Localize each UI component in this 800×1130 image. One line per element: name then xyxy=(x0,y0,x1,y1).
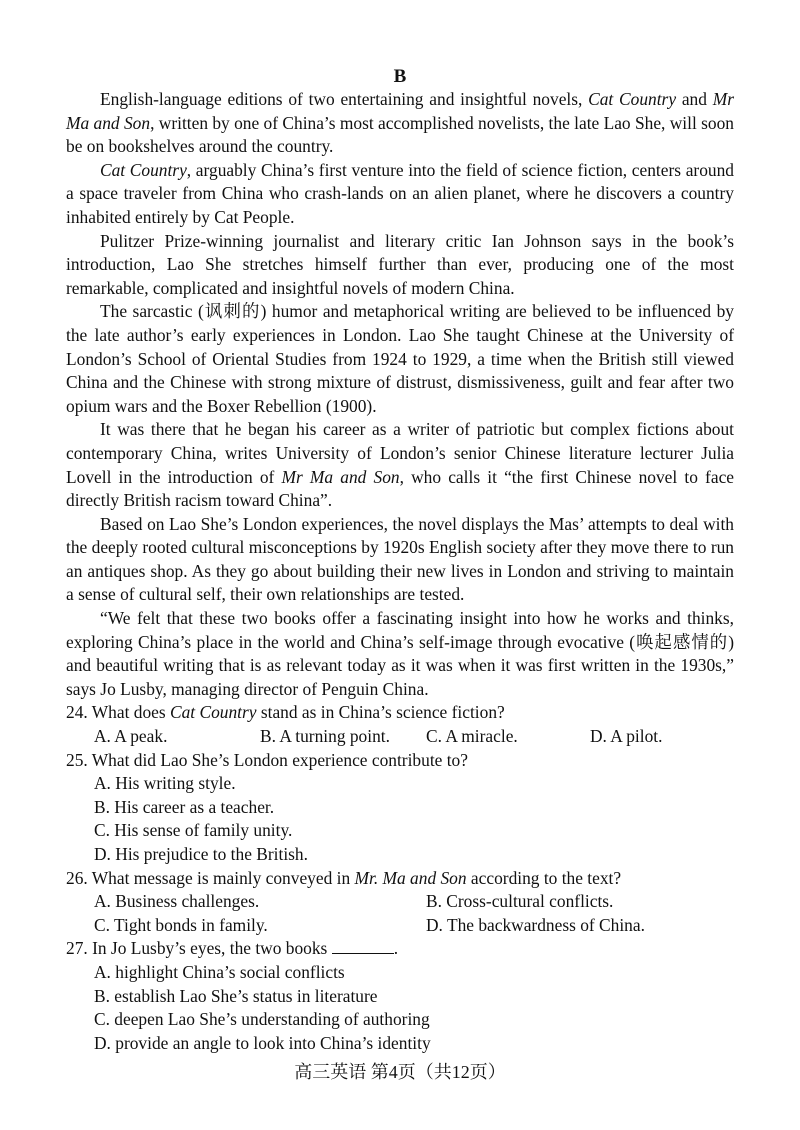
text: 24. What does xyxy=(66,702,171,723)
question-25: 25. What did Lao She’s London experience contribute to? xyxy=(66,749,468,770)
book-title: Mr Ma and Son xyxy=(281,466,400,487)
text: according to the text? xyxy=(466,867,622,888)
text: English-language editions of two entertaining and insightful novels, xyxy=(100,89,589,109)
option-c: C. deepen Lao She’s understanding of authoring xyxy=(94,1009,430,1030)
text: 26. What message is mainly conveyed in xyxy=(66,867,355,888)
paragraph-3: Pulitzer Prize-winning journalist and literary critic Ian Johnson says in the book’s introduction, Lao She stretches himself further than ever, producing one of the most remarkable, complicated and insightful novels of modern China. xyxy=(66,230,734,298)
book-title: Cat Country xyxy=(100,159,187,180)
option-a: A. A peak. xyxy=(94,726,168,747)
option-a: A. highlight China’s social conflicts xyxy=(94,961,345,982)
book-title: Cat Country xyxy=(588,89,677,109)
text: stand as in China’s science fiction? xyxy=(256,702,505,723)
paragraph-1 xyxy=(66,88,734,159)
reading-passage xyxy=(66,88,734,1055)
section-title: B xyxy=(393,66,407,87)
paragraph-6: Based on Lao She’s London experiences, the novel displays the Mas’ attempts to deal with the deeply rooted cultural misconceptions by 1920s English society after they move there to run an antiques shop. As they go about building their new lives in London and striving to maintain a sense of cultural self, their own relationships are tested. xyxy=(66,513,734,605)
option-b: B. A turning point. xyxy=(260,726,390,747)
option-c: C. His sense of family unity. xyxy=(94,820,293,841)
option-d: D. The backwardness of China. xyxy=(426,914,645,935)
answer-blank xyxy=(332,953,394,954)
paragraph-2 xyxy=(66,159,734,230)
text: 27. In Jo Lusby’s eyes, the two books xyxy=(66,938,328,959)
text: . xyxy=(393,938,399,959)
text: It was there that he began his career as a writer of patriotic but complex fictions about contemporary China, writes University of London’s senior Chinese literature lecturer Julia Lovell in the introduction of xyxy=(66,419,734,487)
text: , who calls it “the first Chinese novel to face directly British racism toward China”. xyxy=(66,466,735,511)
paragraph-5 xyxy=(66,418,734,512)
paragraph-4: The sarcastic (讽刺的) humor and metaphorical writing are believed to be influenced by the late author’s early experiences in London. Lao She taught Chinese at the University of London’s School of Oriental Studies from 1924 to 1929, a time when the British still viewed China and the Chinese with strong mixture of distrust, dismissiveness, guilt and fear after two opium wars and the Boxer Rebellion (1900). xyxy=(66,301,734,416)
option-b: B. establish Lao She’s status in literature xyxy=(94,985,378,1006)
text: and xyxy=(676,89,713,109)
option-d: D. provide an angle to look into China’s identity xyxy=(94,1032,431,1053)
question-24-options xyxy=(66,725,734,749)
option-b: B. Cross-cultural conflicts. xyxy=(426,891,614,912)
book-title: Cat Country xyxy=(170,702,257,723)
book-title: Mr. Ma and Son xyxy=(354,867,467,888)
option-c: C. Tight bonds in family. xyxy=(94,914,268,935)
option-c: C. A miracle. xyxy=(426,726,518,747)
option-a: A. His writing style. xyxy=(94,773,236,794)
question-26-options-row-1 xyxy=(66,890,734,914)
book-title: Mr Ma and Son xyxy=(66,89,734,133)
question-26 xyxy=(66,867,734,891)
question-24 xyxy=(66,701,734,725)
option-d: D. His prejudice to the British. xyxy=(94,844,308,864)
question-26-options-row-2 xyxy=(66,914,734,938)
question-27 xyxy=(66,937,734,961)
option-b: B. His career as a teacher. xyxy=(94,796,275,817)
page-footer: 高三英语 第4页（共12页） xyxy=(294,1062,506,1082)
option-a: A. Business challenges. xyxy=(94,891,260,912)
text: , written by one of China’s most accomplished novelists, the late Lao She, will soon be on bookshelves around the country. xyxy=(66,112,735,157)
text: , arguably China’s first venture into the field of science fiction, centers around a space traveler from China who crash-lands on an alien planet, where he discovers a country inhabited entirely by Cat People. xyxy=(66,159,734,227)
option-d: D. A pilot. xyxy=(590,726,663,747)
paragraph-7: “We felt that these two books offer a fascinating insight into how he works and thinks, exploring China’s place in the world and China’s self-image through evocative (唤起感情的) and beautiful writing that is as relevant today as it was when it was first written in the 1930s,” says Jo Lusby, managing director of Penguin China. xyxy=(66,608,734,699)
